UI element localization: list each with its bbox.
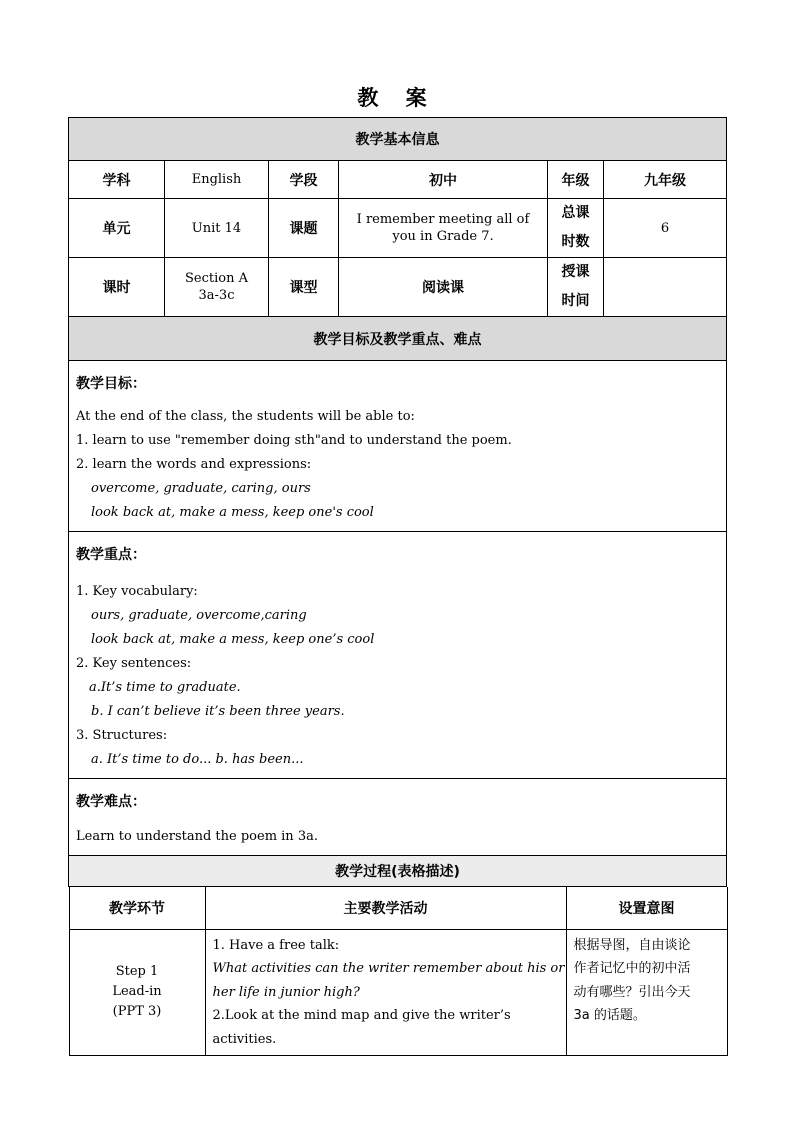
total-hours-label-line2: 时数 bbox=[561, 234, 590, 250]
objectives-line: 2. learn the words and expressions: bbox=[76, 457, 312, 472]
intent-cell bbox=[566, 929, 727, 1056]
activity-question: What activities can the writer remember about his or bbox=[212, 961, 565, 976]
step-cell bbox=[69, 929, 205, 1056]
objectives-vocab-line: look back at, make a mess, keep one's cool bbox=[91, 505, 374, 520]
class-time-value bbox=[604, 258, 727, 317]
process-col-intent: 设置意图 bbox=[566, 887, 727, 929]
objectives-section bbox=[69, 361, 727, 532]
subject-value: English bbox=[165, 161, 269, 199]
grade-value: 九年级 bbox=[604, 161, 727, 199]
process-col-activities: 主要教学活动 bbox=[205, 887, 566, 929]
objectives-line: 1. learn to use "remember doing sth"and to understand the poem. bbox=[76, 433, 512, 448]
process-wrapper bbox=[69, 887, 727, 1057]
intent-line: 根据导图，自由谈论 bbox=[573, 937, 691, 953]
total-hours-label-line1: 总课 bbox=[561, 205, 590, 221]
objectives-header: 教学目标及教学重点、难点 bbox=[69, 317, 727, 361]
key-points-item: 3. Structures: bbox=[76, 728, 168, 743]
key-points-item: 2. Key sentences: bbox=[76, 656, 192, 671]
lesson-type-label: 课型 bbox=[269, 258, 339, 317]
key-points-subitem: a. It’s time to do... b. has been... bbox=[91, 752, 304, 767]
lesson-type-value: 阅读课 bbox=[339, 258, 548, 317]
difficulties-text: Learn to understand the poem in 3a. bbox=[76, 829, 318, 844]
process-col-stage: 教学环节 bbox=[69, 887, 205, 929]
topic-label: 课题 bbox=[269, 199, 339, 258]
period-value bbox=[165, 258, 269, 317]
lesson-plan-table bbox=[68, 117, 727, 1056]
class-time-label-line1: 授课 bbox=[561, 264, 590, 280]
difficulties-section bbox=[69, 779, 727, 856]
key-points-section bbox=[69, 532, 727, 779]
objectives-vocab-line: overcome, graduate, caring, ours bbox=[91, 481, 311, 496]
unit-label: 单元 bbox=[69, 199, 165, 258]
objectives-line: At the end of the class, the students will be able to: bbox=[76, 409, 415, 424]
key-points-subitem: ours, graduate, overcome,caring bbox=[91, 608, 307, 623]
step-name: Step 1 bbox=[115, 964, 159, 980]
activity-line: 2.Look at the mind map and give the writer’s bbox=[212, 1008, 511, 1023]
period-value-line2: 3a-3c bbox=[198, 288, 235, 303]
activity-line: 1. Have a free talk: bbox=[212, 937, 340, 953]
grade-label: 年级 bbox=[548, 161, 604, 199]
intent-line: 作者记忆中的初中活 bbox=[573, 961, 691, 976]
objectives-heading: 教学目标： bbox=[76, 376, 146, 392]
step-ref: (PPT 3) bbox=[112, 1004, 162, 1020]
topic-value: I remember meeting all of you in Grade 7. bbox=[339, 199, 548, 258]
activity-cell bbox=[205, 929, 566, 1056]
key-points-subitem: a.It’s time to graduate. bbox=[89, 680, 241, 695]
key-points-heading: 教学重点： bbox=[76, 547, 146, 563]
key-points-subitem: b. I can’t believe it’s been three years. bbox=[91, 704, 345, 719]
subject-label: 学科 bbox=[69, 161, 165, 199]
stage-value: 初中 bbox=[339, 161, 548, 199]
total-hours-value: 6 bbox=[604, 199, 727, 258]
basic-info-header: 教学基本信息 bbox=[69, 118, 727, 161]
unit-value: Unit 14 bbox=[165, 199, 269, 258]
difficulties-heading: 教学难点： bbox=[76, 794, 146, 810]
key-points-item: 1. Key vocabulary: bbox=[76, 584, 198, 599]
stage-label: 学段 bbox=[269, 161, 339, 199]
total-hours-label bbox=[548, 199, 604, 258]
document-title: 教 案 bbox=[357, 86, 437, 110]
intent-line: 动有哪些？引出今天 bbox=[573, 984, 691, 1000]
step-phase: Lead-in bbox=[112, 984, 162, 1000]
activity-question: her life in junior high? bbox=[212, 984, 360, 1000]
activity-line: activities. bbox=[212, 1031, 277, 1047]
period-label: 课时 bbox=[69, 258, 165, 317]
period-value-line1: Section A bbox=[185, 271, 248, 286]
key-points-subitem: look back at, make a mess, keep one’s cool bbox=[91, 632, 375, 647]
process-table bbox=[69, 887, 728, 1056]
class-time-label-line2: 时间 bbox=[561, 293, 590, 309]
process-header: 教学过程(表格描述) bbox=[69, 856, 727, 887]
class-time-label bbox=[548, 258, 604, 317]
intent-line: 3a 的话题。 bbox=[573, 1008, 646, 1023]
